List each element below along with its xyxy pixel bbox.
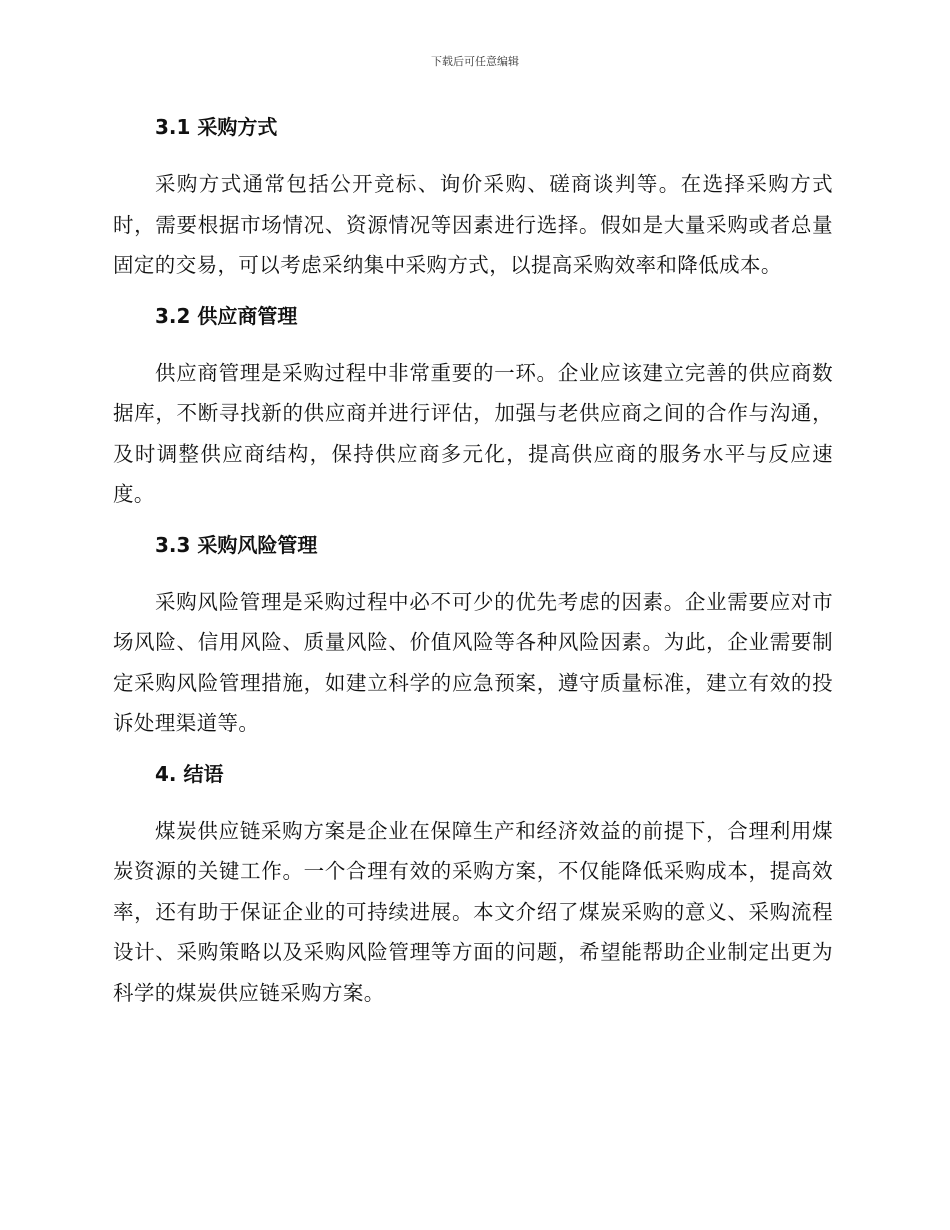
section-heading: 3.2 供应商管理 xyxy=(155,303,298,328)
section-heading: 3.1 采购方式 xyxy=(155,115,278,139)
section-heading: 4. 结语 xyxy=(155,761,224,786)
section-paragraph: 采购方式通常包括公开竞标、询价采购、磋商谈判等。在选择采购方式时，需要根据市场情况、资源情况等因素进行选择。假如是大量采购或者总量固定的交易，可以考虑采纳集中采购方式，以提高采购效率和降低成本。 xyxy=(113,172,833,277)
section-3-1 xyxy=(113,110,833,299)
section-3-3 xyxy=(113,528,833,757)
section-heading: 3.3 采购风险管理 xyxy=(155,532,318,557)
page-header: 下载后可任意编辑 xyxy=(431,55,519,68)
document-body xyxy=(113,110,833,1013)
section-3-2 xyxy=(113,299,833,528)
section-paragraph: 供应商管理是采购过程中非常重要的一环。企业应该建立完善的供应商数据库，不断寻找新的供应商并进行评估，加强与老供应商之间的合作与沟通，及时调整供应商结构，保持供应商多元化，提高供应商的服务水平与反应速度。 xyxy=(113,360,833,506)
section-paragraph: 采购风险管理是采购过程中必不可少的优先考虑的因素。企业需要应对市场风险、信用风险、质量风险、价值风险等各种风险因素。为此，企业需要制定采购风险管理措施，如建立科学的应急预案，遵守质量标准，建立有效的投诉处理渠道等。 xyxy=(113,589,833,735)
section-4 xyxy=(113,757,833,1014)
section-paragraph: 煤炭供应链采购方案是企业在保障生产和经济效益的前提下，合理利用煤炭资源的关键工作。一个合理有效的采购方案，不仅能降低采购成本，提高效率，还有助于保证企业的可持续进展。本文介绍了煤炭采购的意义、采购流程设计、采购策略以及采购风险管理等方面的问题，希望能帮助企业制定出更为科学的煤炭供应链采购方案。 xyxy=(113,818,833,1005)
